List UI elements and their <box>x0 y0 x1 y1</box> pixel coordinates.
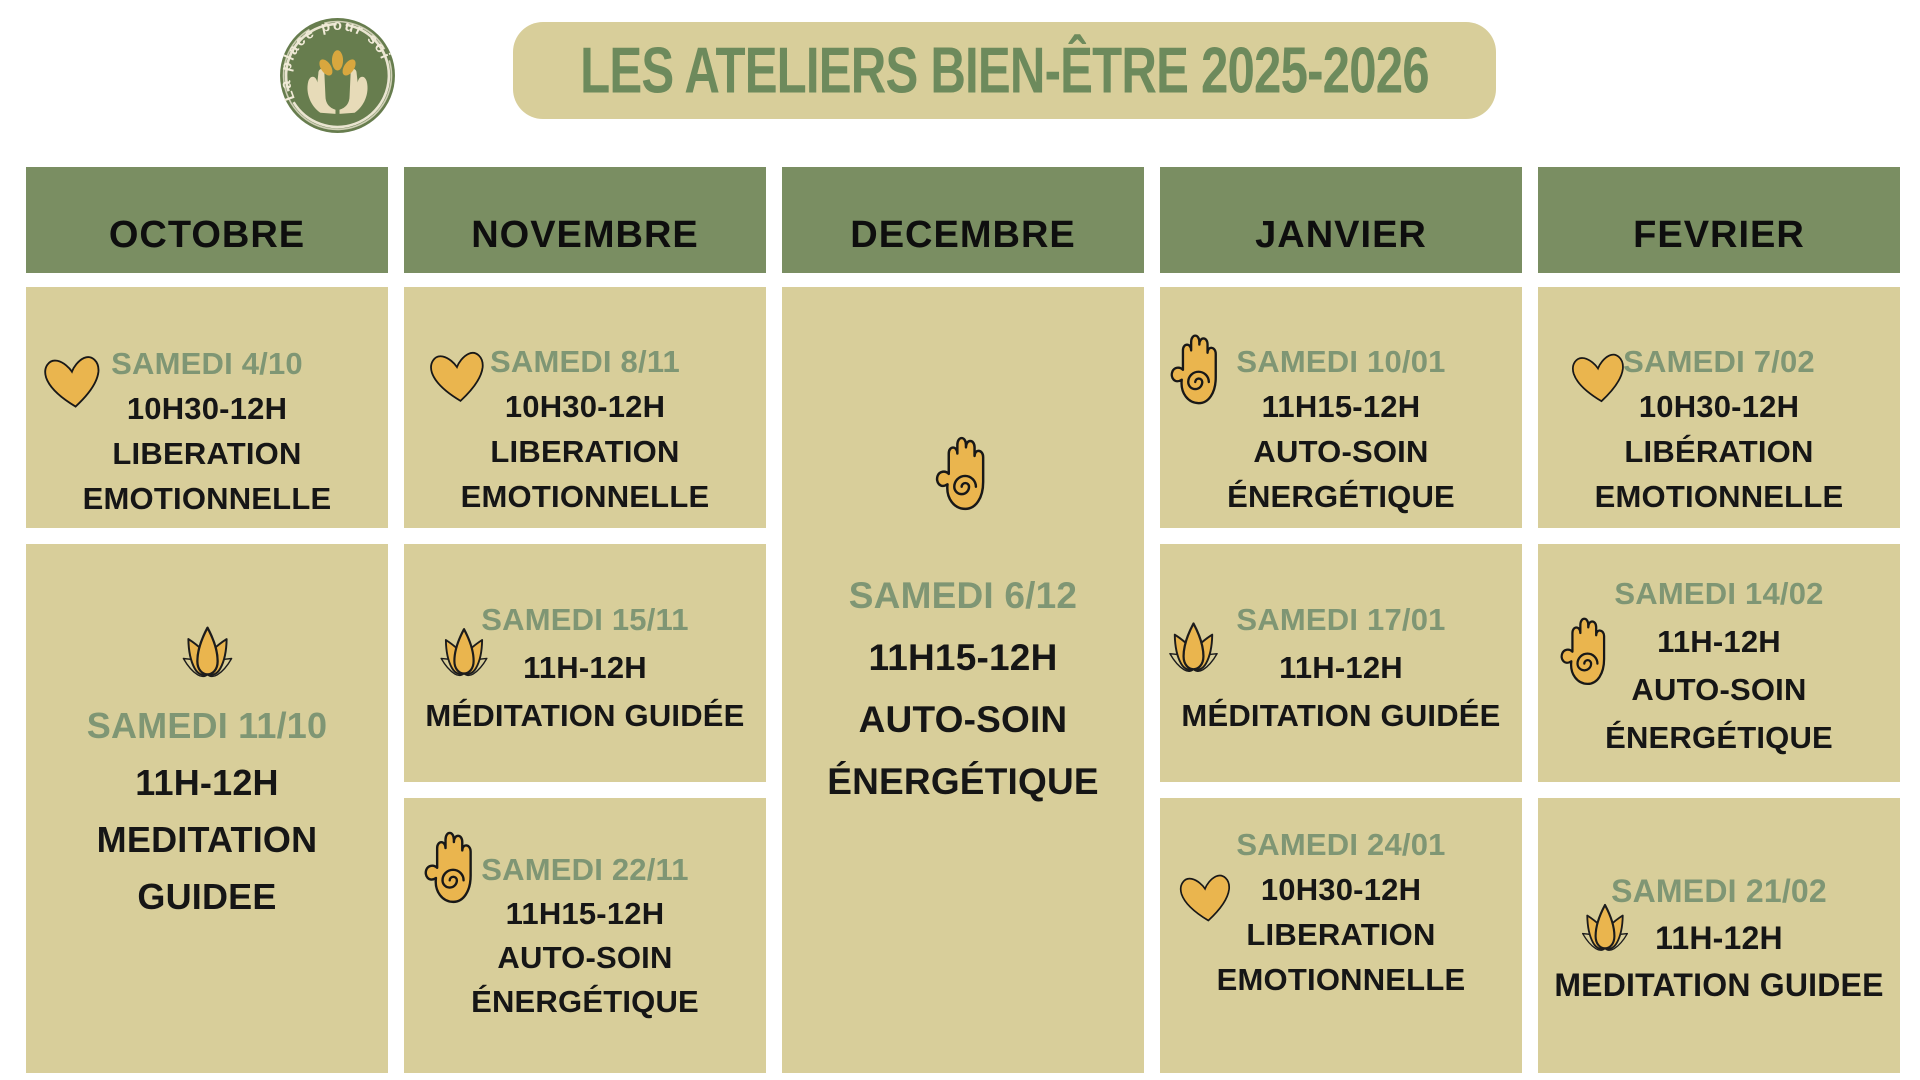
month-header-octobre: OCTOBRE <box>26 167 388 273</box>
event-title-line: MÉDITATION GUIDÉE <box>425 698 745 733</box>
column-fevrier <box>1538 287 1900 1073</box>
event-title-line: ÉNERGÉTIQUE <box>471 984 699 1019</box>
event-date: SAMEDI 21/02 <box>1611 873 1827 909</box>
event-title-line: EMOTIONNELLE <box>1594 479 1844 514</box>
heart-icon <box>1173 867 1239 929</box>
column-decembre <box>782 287 1144 1073</box>
event-title-line: LIBERATION <box>1246 917 1436 952</box>
event-title-line: MEDITATION <box>96 819 318 861</box>
hand-icon <box>1560 610 1612 690</box>
la-place-pour-soi-logo <box>277 15 398 136</box>
lotus-icon <box>418 620 510 680</box>
event-date: SAMEDI 7/02 <box>1623 344 1815 379</box>
event-time: 11H-12H <box>1657 624 1781 659</box>
event-title-line: ÉNERGÉTIQUE <box>1227 479 1455 514</box>
event-card <box>1538 544 1900 782</box>
workshop-calendar <box>26 167 1900 1073</box>
event-time: 11H-12H <box>1279 650 1403 685</box>
event-time: 11H-12H <box>135 762 279 804</box>
event-card <box>1160 798 1522 1073</box>
hand-icon <box>1170 327 1224 409</box>
event-card <box>1538 287 1900 528</box>
event-title-line: EMOTIONNELLE <box>460 479 710 514</box>
event-card <box>26 287 388 528</box>
event-date: SAMEDI 11/10 <box>86 705 328 747</box>
event-title-line: AUTO-SOIN <box>497 940 673 975</box>
event-time: 11H-12H <box>1655 920 1783 956</box>
event-time: 10H30-12H <box>1638 389 1800 424</box>
heart-icon <box>1565 346 1633 410</box>
column-janvier <box>1160 287 1522 1073</box>
event-title-line: EMOTIONNELLE <box>82 481 332 516</box>
event-title-line: AUTO-SOIN <box>1253 434 1429 469</box>
month-header-row <box>26 167 1900 273</box>
event-time: 11H-12H <box>523 650 647 685</box>
month-header-fevrier: FEVRIER <box>1538 167 1900 273</box>
hand-icon <box>424 824 479 908</box>
event-card <box>1538 798 1900 1073</box>
hand-icon <box>935 429 992 515</box>
event-title-line: ÉNERGÉTIQUE <box>827 761 1099 802</box>
lotus-icon <box>159 618 256 681</box>
event-card <box>404 798 766 1073</box>
event-time: 11H15-12H <box>868 637 1058 678</box>
lotus-icon <box>1160 614 1241 676</box>
event-time: 10H30-12H <box>504 389 666 424</box>
page-title: LES ATELIERS BIEN-ÊTRE 2025-2026 <box>580 34 1429 107</box>
event-date: SAMEDI 8/11 <box>489 344 680 379</box>
event-card <box>1160 287 1522 528</box>
event-date: SAMEDI 22/11 <box>481 852 689 887</box>
event-card <box>404 287 766 528</box>
event-title-line: AUTO-SOIN <box>1631 672 1807 707</box>
event-title-line: LIBERATION <box>112 436 302 471</box>
event-card <box>26 544 388 1073</box>
event-columns <box>26 287 1900 1073</box>
event-date: SAMEDI 15/11 <box>481 602 689 637</box>
lotus-icon <box>1560 896 1650 955</box>
title-banner <box>513 22 1496 119</box>
event-card <box>404 544 766 782</box>
event-card <box>1160 544 1522 782</box>
event-title-line: MÉDITATION GUIDÉE <box>1181 698 1501 733</box>
event-time: 11H15-12H <box>1261 389 1421 424</box>
event-date: SAMEDI 17/01 <box>1236 602 1446 637</box>
event-time: 11H15-12H <box>505 896 665 931</box>
event-date: SAMEDI 10/01 <box>1236 344 1446 379</box>
event-time: 10H30-12H <box>126 391 288 426</box>
event-title-line: AUTO-SOIN <box>858 699 1068 740</box>
event-title-line: ÉNERGÉTIQUE <box>1605 720 1833 755</box>
event-title-line: EMOTIONNELLE <box>1216 962 1466 997</box>
event-title-line: LIBÉRATION <box>1624 434 1814 469</box>
event-time: 10H30-12H <box>1260 872 1422 907</box>
event-date: SAMEDI 24/01 <box>1236 827 1446 862</box>
heart-icon <box>423 344 493 410</box>
event-card <box>782 287 1144 1073</box>
event-title-line: GUIDEE <box>137 876 277 918</box>
month-header-janvier: JANVIER <box>1160 167 1522 273</box>
event-date: SAMEDI 6/12 <box>848 575 1078 616</box>
logo-arc-text: La place pour soi <box>277 17 394 103</box>
column-novembre <box>404 287 766 1073</box>
month-header-decembre: DECEMBRE <box>782 167 1144 273</box>
heart-icon <box>37 348 109 416</box>
month-header-novembre: NOVEMBRE <box>404 167 766 273</box>
event-date: SAMEDI 14/02 <box>1614 576 1824 611</box>
column-octobre <box>26 287 388 1073</box>
event-title-line: MEDITATION GUIDEE <box>1554 967 1884 1003</box>
event-date: SAMEDI 4/10 <box>111 346 303 381</box>
event-title-line: LIBERATION <box>490 434 680 469</box>
